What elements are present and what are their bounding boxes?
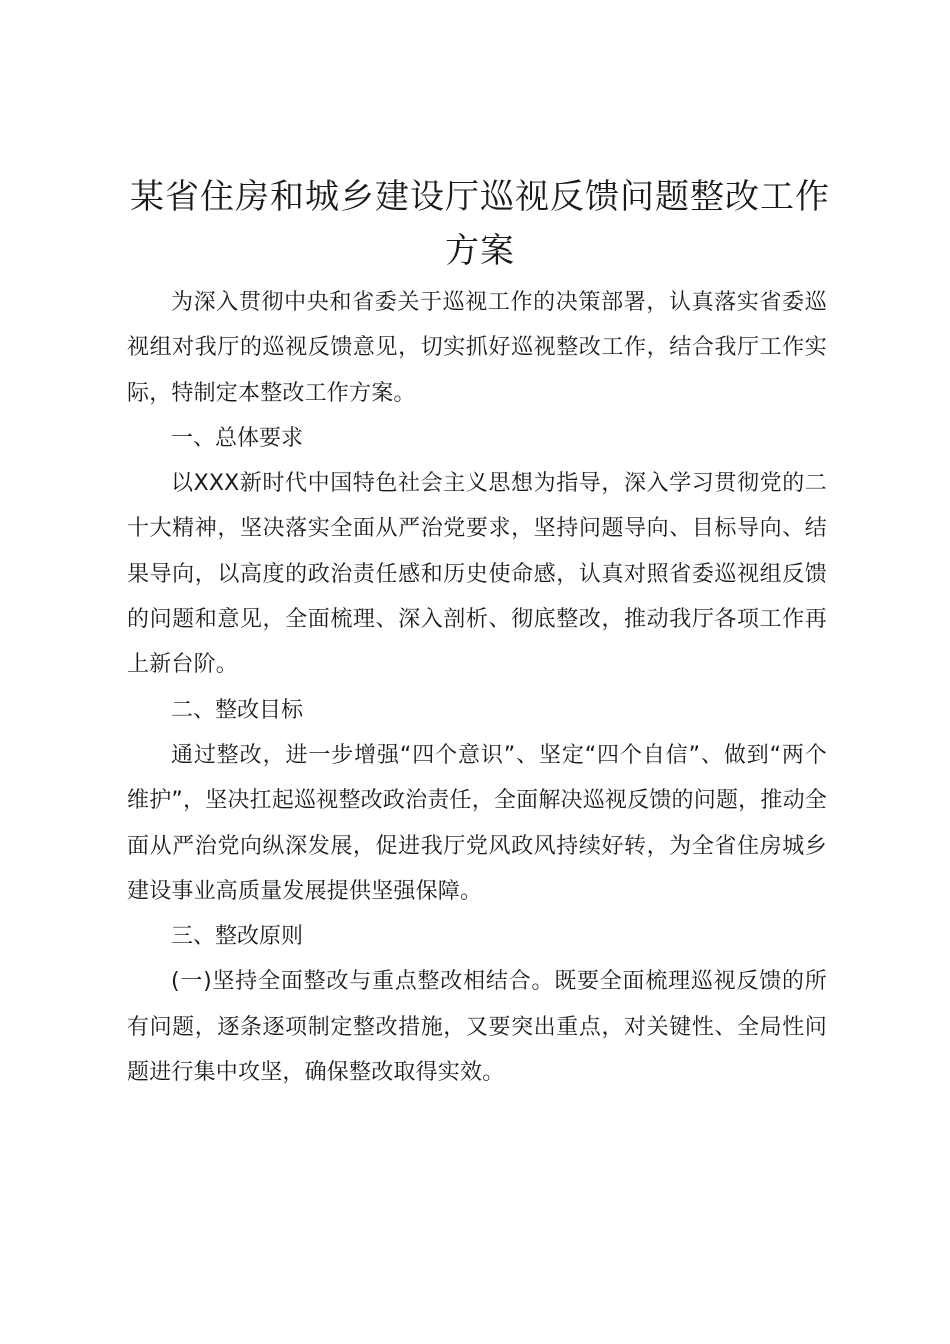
intro-paragraph: 为深入贯彻中央和省委关于巡视工作的决策部署，认真落实省委巡视组对我厅的巡视反馈意见，切实抓好巡视整改工作，结合我厅工作实际，特制定本整改工作方案。 xyxy=(127,290,827,406)
document-title-line-2: 方案 xyxy=(445,231,515,271)
document-body xyxy=(127,280,827,1095)
document-title-line-1: 某省住房和城乡建设厅巡视反馈问题整改工作 xyxy=(130,177,830,217)
rectification-goals-paragraph: 通过整改，进一步增强“四个意识”、坚定“四个自信”、做到“两个维护”，坚决扛起巡视整改政治责任，全面解决巡视反馈的问题，推动全面从严治党向纵深发展，促进我厅党风政风持续好转，为全省住房城乡建设事业高质量发展提供坚强保障。 xyxy=(127,742,827,904)
rectification-principle-item-1: (一)坚持全面整改与重点整改相结合。既要全面梳理巡视反馈的所有问题，逐条逐项制定整改措施，又要突出重点，对关键性、全局性问题进行集中攻坚，确保整改取得实效。 xyxy=(127,969,827,1086)
section-heading-rectification-principles: 三、整改原则 xyxy=(171,924,304,950)
document-title xyxy=(110,170,850,278)
section-heading-general-requirements: 一、总体要求 xyxy=(171,425,304,451)
general-requirements-paragraph: 以XXX新时代中国特色社会主义思想为指导，深入学习贯彻党的二十大精神，坚决落实全面从严治党要求，坚持问题导向、目标导向、结果导向，以高度的政治责任感和历史使命感，认真对照省委巡视组反馈的问题和意见，全面梳理、深入剖析、彻底整改，推动我厅各项工作再上新台阶。 xyxy=(127,471,827,678)
section-heading-rectification-goals: 二、整改目标 xyxy=(171,697,304,723)
